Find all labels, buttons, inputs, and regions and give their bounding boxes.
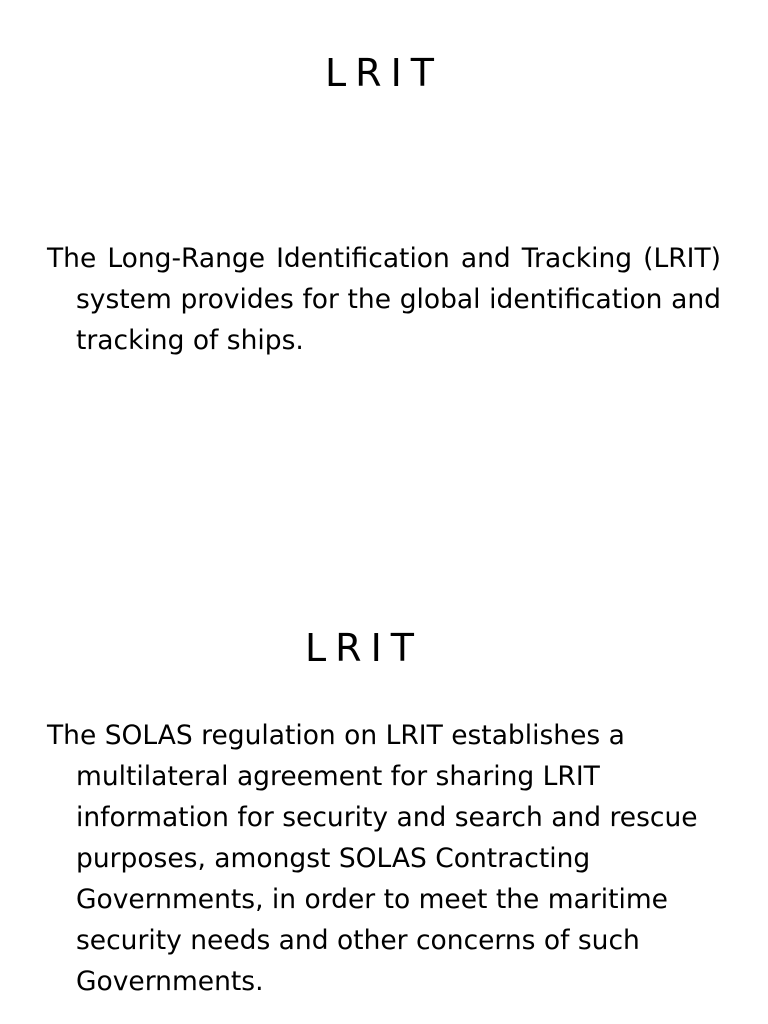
- slide-1-title: LRIT: [325, 51, 443, 95]
- slide-1-body: The Long-Range Identification and Tracking (LRIT) system provides for the global identification and tracking of ships.: [47, 243, 721, 356]
- slide-2-title: LRIT: [305, 626, 423, 670]
- slide-2-body: The SOLAS regulation on LRIT establishes a multilateral agreement for sharing LRIT information for security and search and rescue purposes, amongst SOLAS Contracting Governments, in order to meet the maritime security needs and other concerns of such Governments.: [47, 720, 698, 997]
